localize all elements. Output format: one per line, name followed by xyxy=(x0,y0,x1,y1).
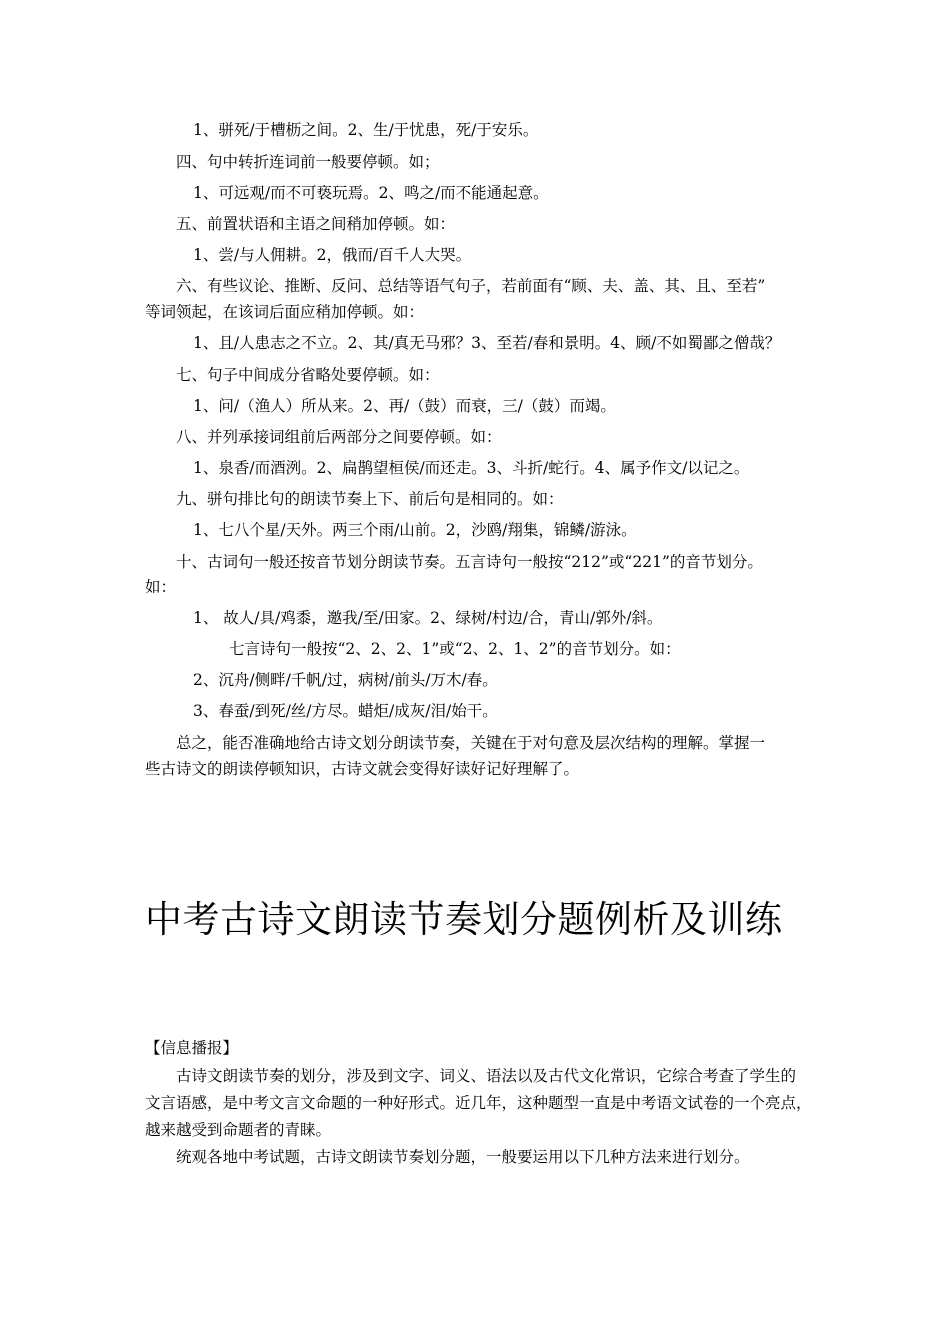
text-line: 古诗文朗读节奏的划分，涉及到文字、词义、语法以及古代文化常识，它综合考查了学生的 xyxy=(176,1067,797,1085)
text-line: 六、有些议论、推断、反问、总结等语气句子，若前面有“顾、夫、盖、其、且、至若” xyxy=(176,277,766,295)
text-line: 九、骈句排比句的朗读节奏上下、前后句是相同的。如： xyxy=(176,490,564,508)
text-line: 如： xyxy=(145,578,177,596)
document-title: 中考古诗文朗读节奏划分题例析及训练 xyxy=(145,898,783,941)
text-line: 十、古词句一般还按音节划分朗读节奏。五言诗句一般按“212”或“221”的音节划分。 xyxy=(176,553,763,571)
text-line: 1、 故人/具/鸡黍，邀我/至/田家。2、绿树/村边/合，青山/郭外/斜。 xyxy=(193,609,663,627)
text-line: 七言诗句一般按“2、2、2、1”或“2、2、1、2”的音节划分。如： xyxy=(229,640,681,658)
text-line: 些古诗文的朗读停顿知识，古诗文就会变得好读好记好理解了。 xyxy=(145,760,580,778)
text-line: 1、问/（渔人）所从来。2、再/（鼓）而衰，三/（鼓）而竭。 xyxy=(193,397,616,415)
text-line: 越来越受到命题者的青睐。 xyxy=(145,1121,332,1139)
text-line: 1、且/人患志之不立。2、其/真无马邪？3、至若/春和景明。4、顾/不如蜀鄙之僧哉？ xyxy=(193,334,781,352)
section-label: 【信息播报】 xyxy=(145,1039,239,1057)
text-line: 文言语感，是中考文言文命题的一种好形式。近几年，这种题型一直是中考语文试卷的一个亮点， xyxy=(145,1094,812,1112)
text-line: 八、并列承接词组前后两部分之间要停顿。如： xyxy=(176,428,502,446)
text-line: 等词领起，在该词后面应稍加停顿。如： xyxy=(145,303,425,321)
text-line: 七、句子中间成分省略处要停顿。如： xyxy=(176,366,440,384)
text-line: 五、前置状语和主语之间稍加停顿。如： xyxy=(176,215,456,233)
text-line: 1、可远观/而不可亵玩焉。2、鸣之/而不能通起意。 xyxy=(193,184,549,202)
text-line: 1、尝/与人佣耕。2，俄而/百千人大哭。 xyxy=(193,246,472,264)
text-line: 1、骈死/于槽枥之间。2、生/于忧患，死/于安乐。 xyxy=(193,121,539,139)
text-line: 3、春蚕/到死/丝/方尽。蜡炬/成灰/泪/始干。 xyxy=(193,702,498,720)
text-line: 1、七八个星/天外。两三个雨/山前。2，沙鸥/翔集，锦鳞/游泳。 xyxy=(193,521,637,539)
text-line: 统观各地中考试题，古诗文朗读节奏划分题，一般要运用以下几种方法来进行划分。 xyxy=(176,1148,750,1166)
text-line: 1、泉香/而酒洌。2、扁鹊望桓侯/而还走。3、斗折/蛇行。4、属予作文/以记之。 xyxy=(193,459,750,477)
text-line: 四、句中转折连词前一般要停顿。如； xyxy=(176,153,440,171)
text-line: 2、沉舟/侧畔/千帆/过，病树/前头/万木/春。 xyxy=(193,671,498,689)
text-line: 总之，能否准确地给古诗文划分朗读节奏，关键在于对句意及层次结构的理解。掌握一 xyxy=(176,734,766,752)
